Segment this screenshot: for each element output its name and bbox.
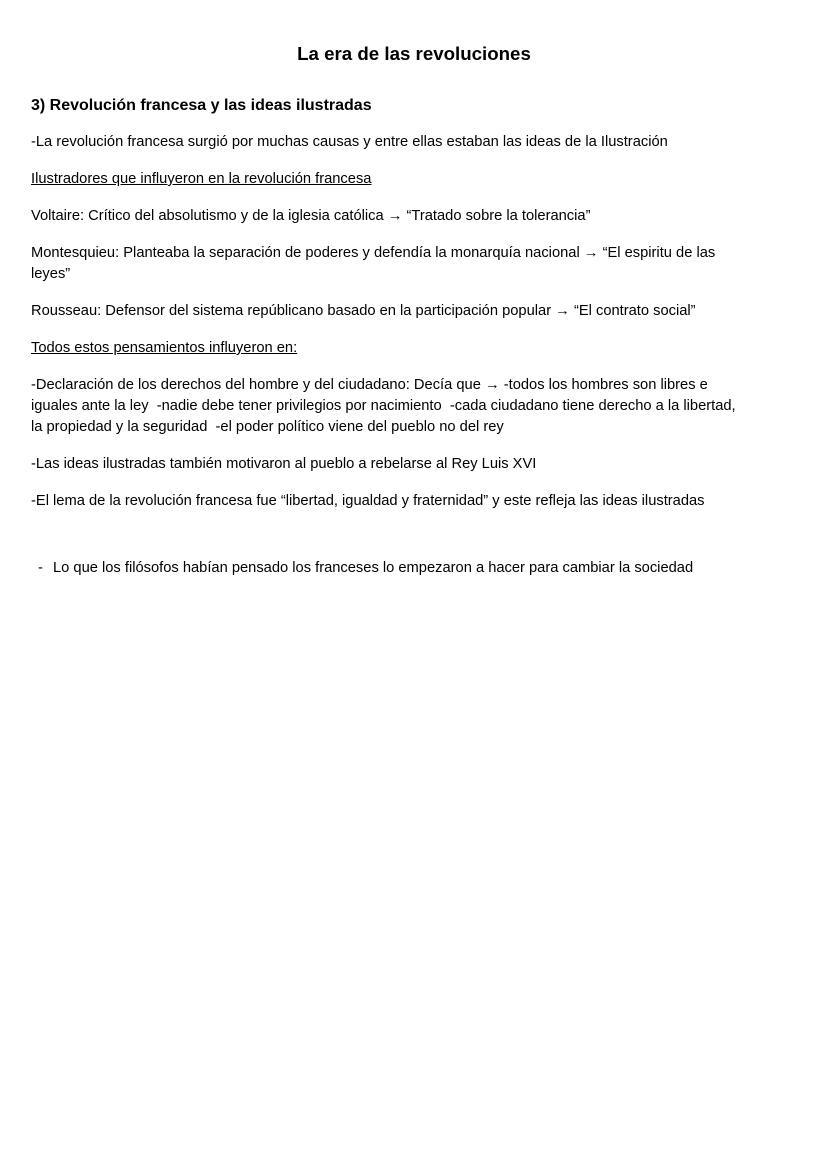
paragraph-rebelion: -Las ideas ilustradas también motivaron al pueblo a rebelarse al Rey Luis XVI: [31, 456, 537, 472]
bullet-dash: -: [38, 560, 43, 576]
paragraph-intro: -La revolución francesa surgió por muchas causas y entre ellas estaban las ideas de la Ilustración: [31, 134, 668, 150]
paragraph-declaracion: -Declaración de los derechos del hombre y del ciudadano: Decía que → -todos los hombres son libres e iguales ante la ley -nadie debe tener privilegios por nacimiento -cada ciudadano tiene derecho a la libertad, la propiedad y la seguridad -el poder político viene del pueblo no del rey: [31, 377, 740, 435]
list-item-conclusion: [31, 558, 754, 579]
subheading-ilustradores: Ilustradores que influyeron en la revolución francesa: [31, 171, 372, 187]
paragraph-montesquieu: Montesquieu: Planteaba la separación de poderes y defendía la monarquía nacional → “El espiritu de las leyes”: [31, 245, 716, 282]
paragraph-voltaire: Voltaire: Crítico del absolutismo y de la iglesia católica → “Tratado sobre la tolerancia”: [31, 208, 591, 224]
paragraph-lema: -El lema de la revolución francesa fue “libertad, igualdad y fraternidad” y este refleja las ideas ilustradas: [31, 493, 705, 509]
paragraph-rousseau: Rousseau: Defensor del sistema repúblicano basado en la participación popular → “El contrato social”: [31, 303, 696, 319]
subheading-influencia: Todos estos pensamientos influyeron en:: [31, 340, 298, 356]
bullet-text-conclusion: Lo que los filósofos habían pensado los franceses lo empezaron a hacer para cambiar la sociedad: [53, 560, 694, 576]
document-title: La era de las revoluciones: [297, 43, 531, 64]
section-heading: 3) Revolución francesa y las ideas ilustradas: [31, 97, 372, 114]
